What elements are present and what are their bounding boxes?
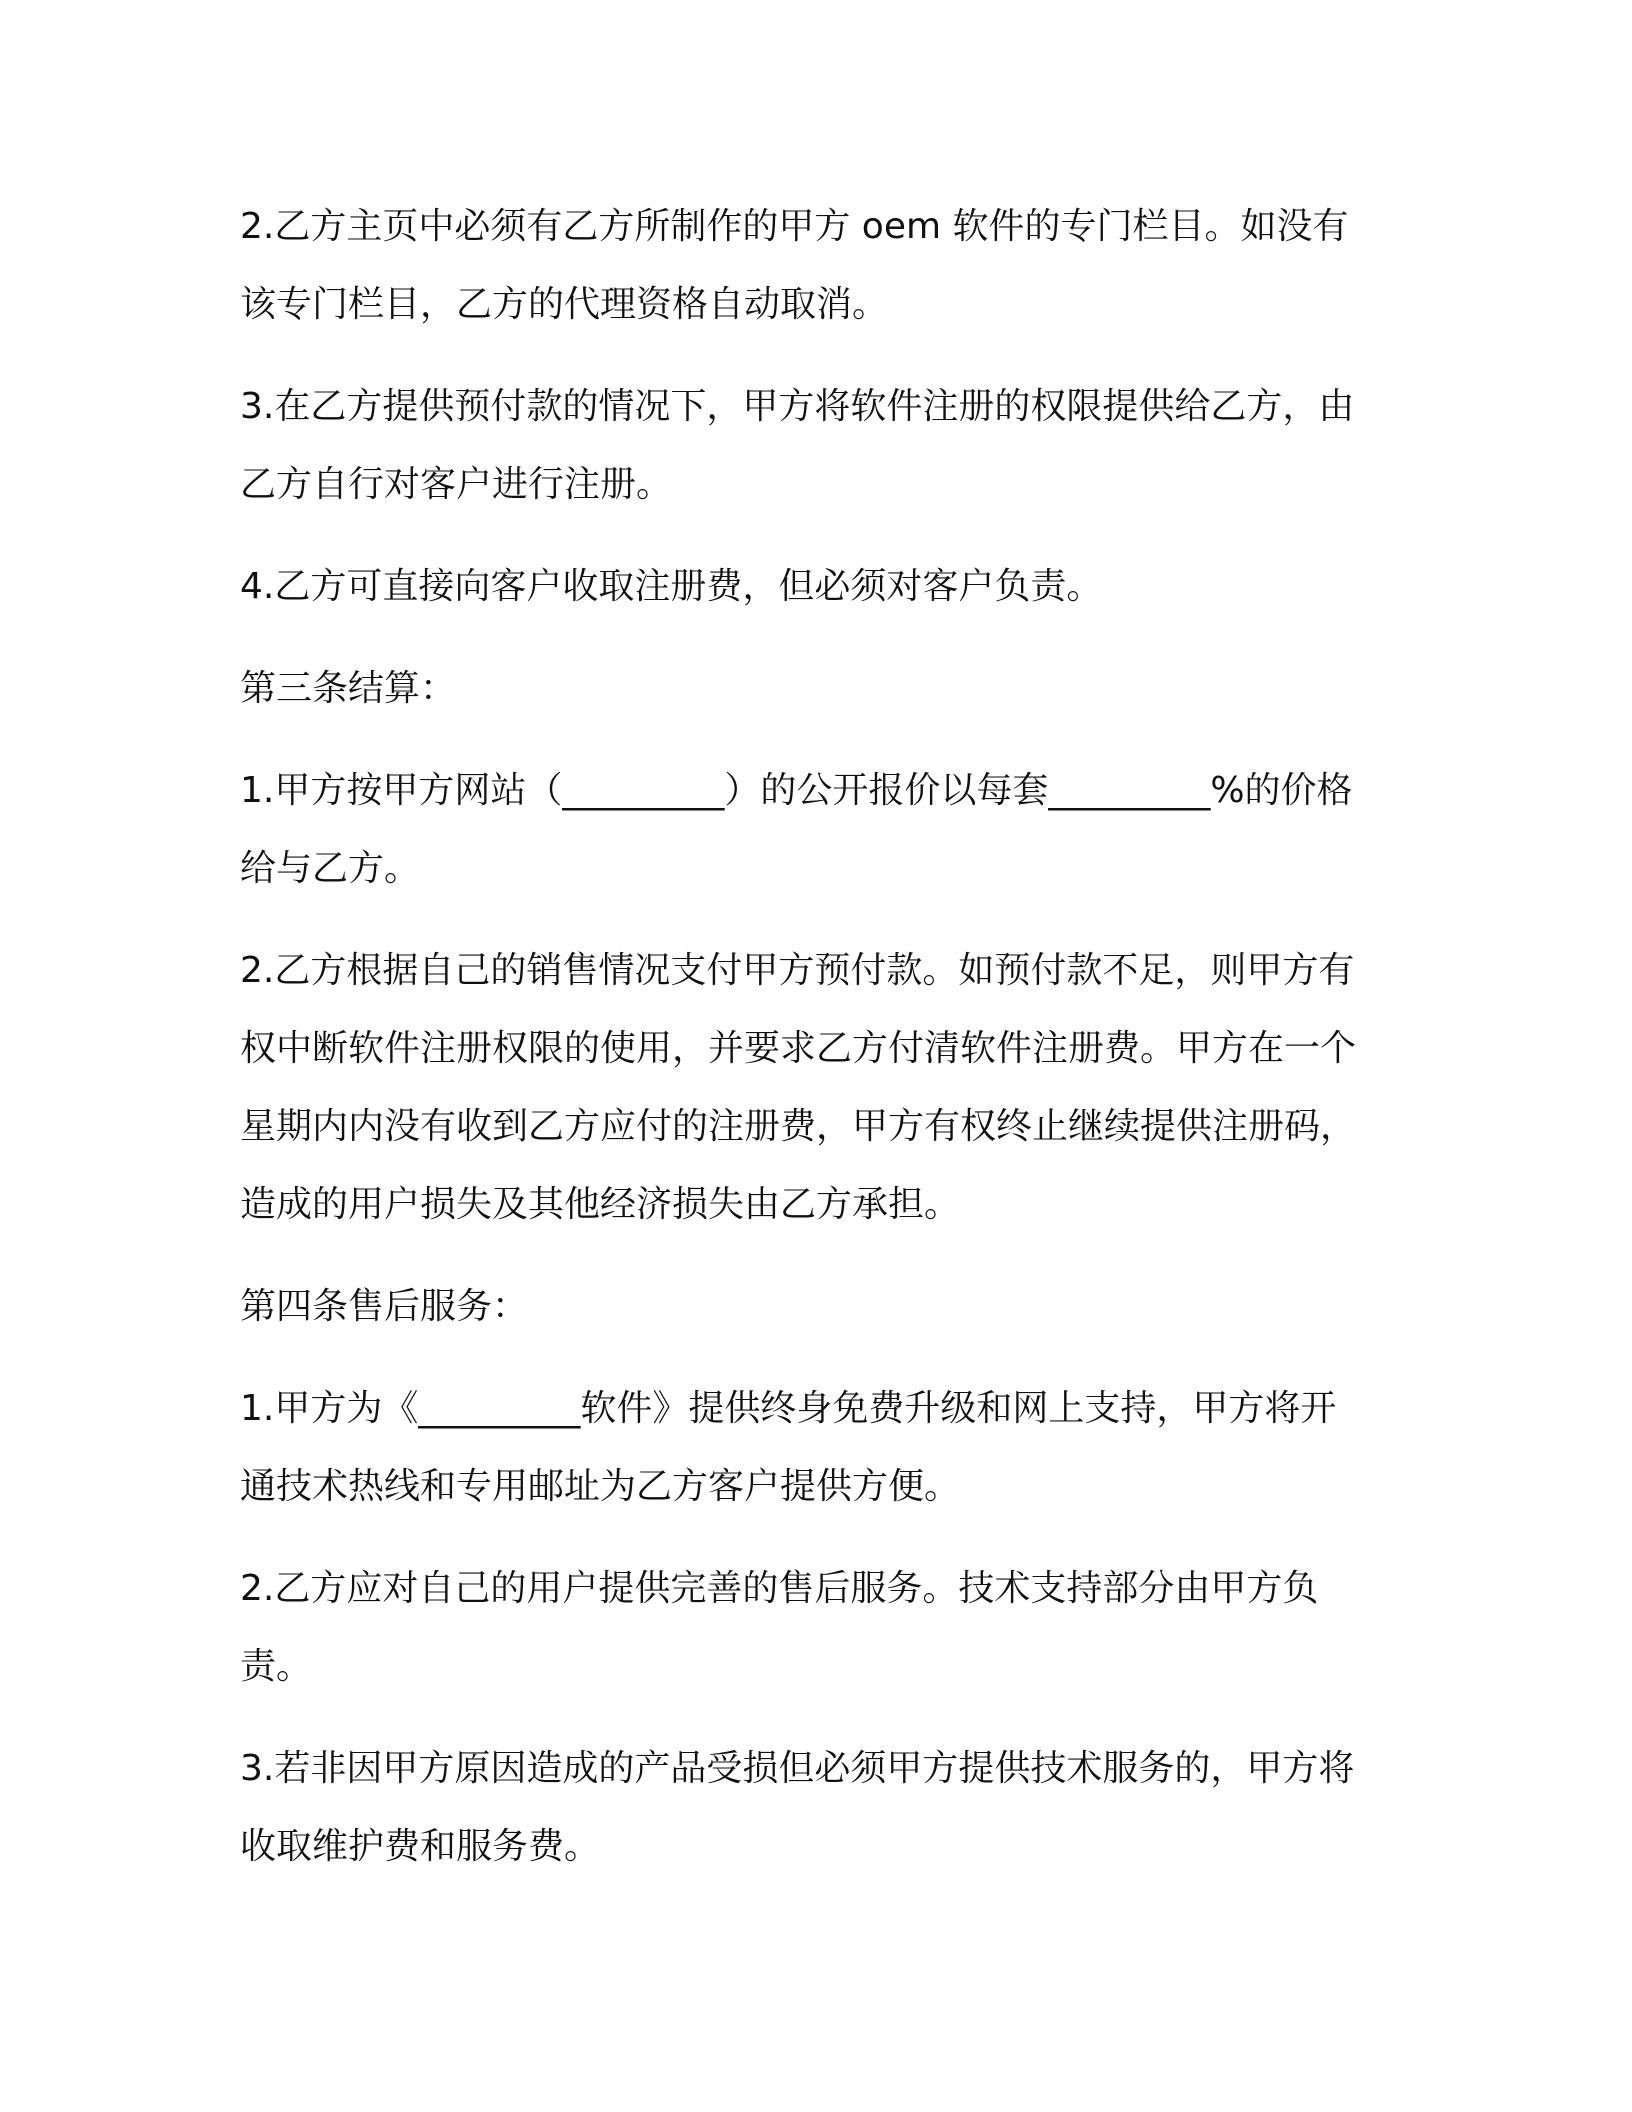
- clause-3-2: 2.乙方根据自己的销售情况支付甲方预付款。如预付款不足，则甲方有权中断软件注册权限的使用，并要求乙方付清软件注册费。甲方在一个星期内内没有收到乙方应付的注册费，甲方有权终止继续提供注册码，造成的用户损失及其他经济损失由乙方承担。: [240, 950, 1357, 1225]
- clause-4-2: 2.乙方应对自己的用户提供完善的售后服务。技术支持部分由甲方负责。: [240, 1568, 1319, 1687]
- document-body: [240, 188, 1370, 1910]
- article-3-heading: 第三条结算：: [240, 668, 457, 709]
- clause-2-2: 2.乙方主页中必须有乙方所制作的甲方 oem 软件的专门栏目。如没有该专门栏目，乙方的代理资格自动取消。: [240, 206, 1349, 325]
- clause-2-3: 3.在乙方提供预付款的情况下，甲方将软件注册的权限提供给乙方，由乙方自行对客户进行注册。: [240, 386, 1355, 505]
- clause-2-4: 4.乙方可直接向客户收取注册费，但必须对客户负责。: [240, 566, 1103, 607]
- clause-4-3: 3.若非因甲方原因造成的产品受损但必须甲方提供技术服务的，甲方将收取维护费和服务费。: [240, 1748, 1355, 1867]
- clause-4-1: 1.甲方为《_________软件》提供终身免费升级和网上支持，甲方将开通技术热线和专用邮址为乙方客户提供方便。: [240, 1388, 1337, 1507]
- article-4-heading: 第四条售后服务：: [240, 1286, 529, 1327]
- clause-3-1: 1.甲方按甲方网站（_________）的公开报价以每套_________%的价格给与乙方。: [240, 770, 1353, 889]
